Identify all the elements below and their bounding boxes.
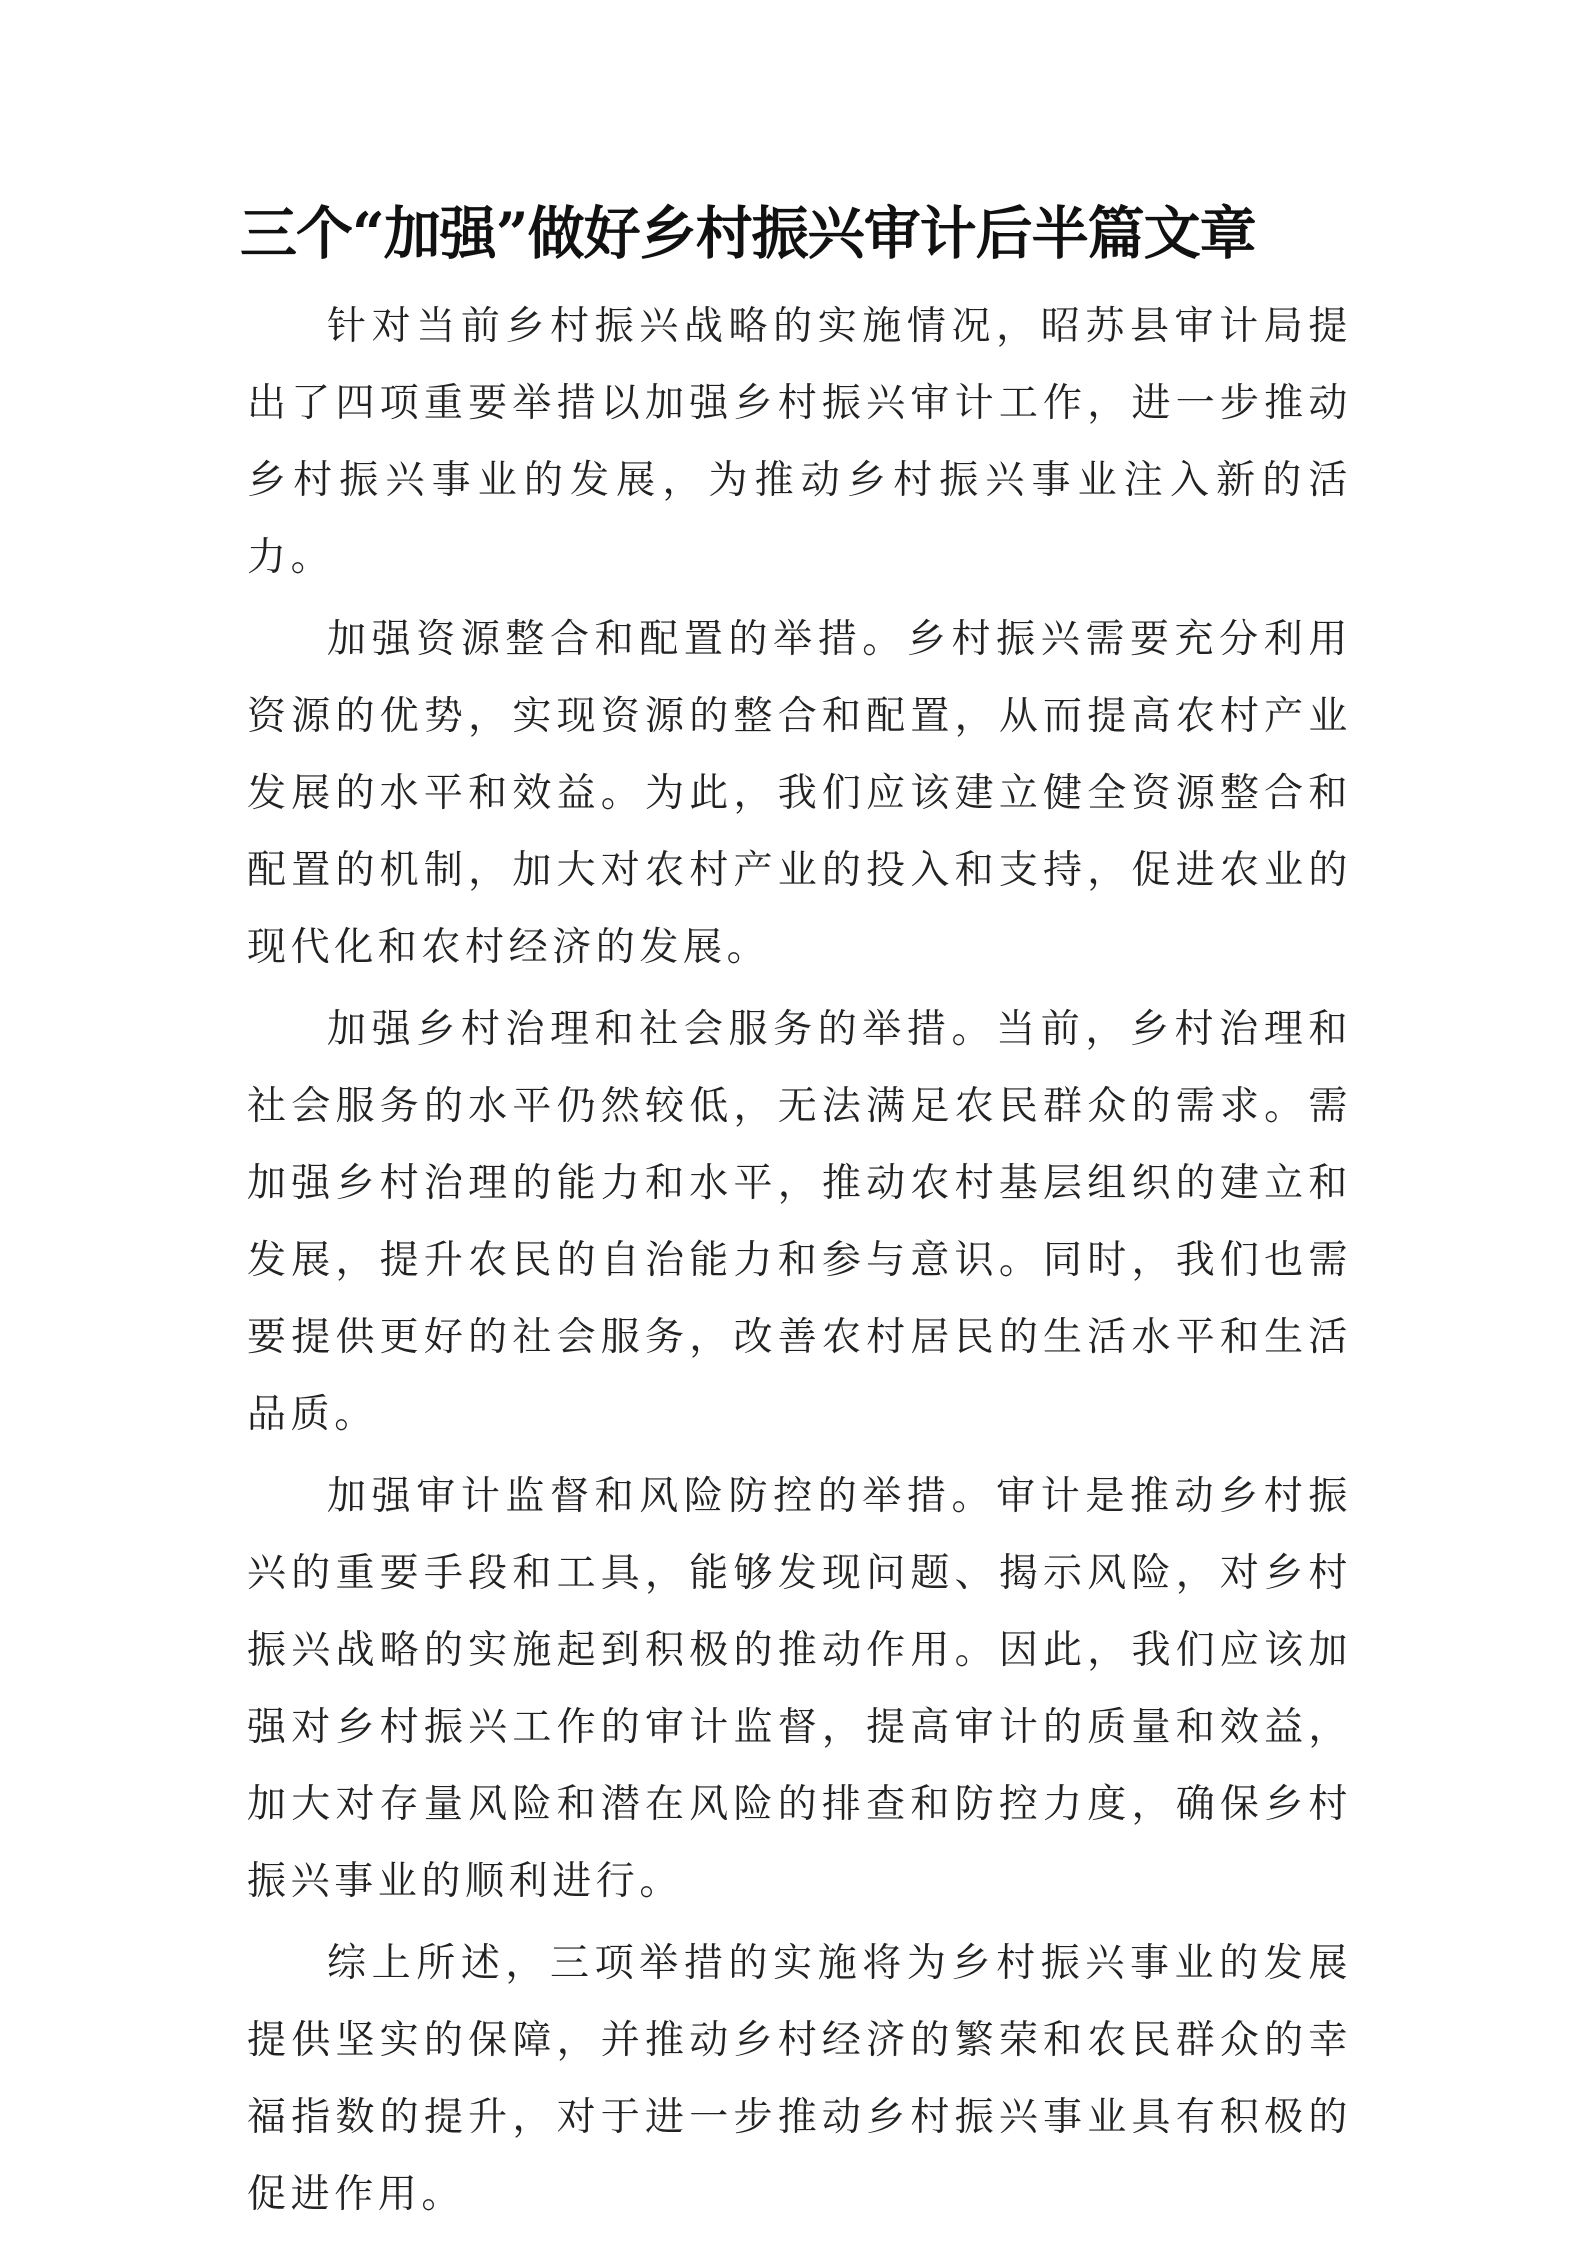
paragraph-resource-integration: 加强资源整合和配置的举措。乡村振兴需要充分利用资源的优势，实现资源的整合和配置，从而提高农村产业发展的水平和效益。为此，我们应该建立健全资源整合和配置的机制，加大对农村产业的投入和支持，促进农业的现代化和农村经济的发展。 [247, 617, 1352, 970]
paragraph-conclusion: 综上所述，三项举措的实施将为乡村振兴事业的发展提供坚实的保障，并推动乡村经济的繁荣和农民群众的幸福指数的提升，对于进一步推动乡村振兴事业具有积极的促进作用。 [247, 1941, 1352, 2217]
paragraph-audit-supervision: 加强审计监督和风险防控的举措。审计是推动乡村振兴的重要手段和工具，能够发现问题、揭示风险，对乡村振兴战略的实施起到积极的推动作用。因此，我们应该加强对乡村振兴工作的审计监督，提高审计的质量和效益，加大对存量风险和潜在风险的排查和防控力度，确保乡村振兴事业的顺利进行。 [247, 1474, 1352, 1904]
document-body [247, 288, 1352, 2233]
paragraph-rural-governance: 加强乡村治理和社会服务的举措。当前，乡村治理和社会服务的水平仍然较低，无法满足农民群众的需求。需加强乡村治理的能力和水平，推动农村基层组织的建立和发展，提升农民的自治能力和参与意识。同时，我们也需要提供更好的社会服务，改善农村居民的生活水平和生活品质。 [247, 1007, 1352, 1437]
paragraph-intro: 针对当前乡村振兴战略的实施情况，昭苏县审计局提出了四项重要举措以加强乡村振兴审计工作，进一步推动乡村振兴事业的发展，为推动乡村振兴事业注入新的活力。 [247, 304, 1352, 580]
document-title: 三个“加强”做好乡村振兴审计后半篇文章 [240, 200, 1256, 267]
